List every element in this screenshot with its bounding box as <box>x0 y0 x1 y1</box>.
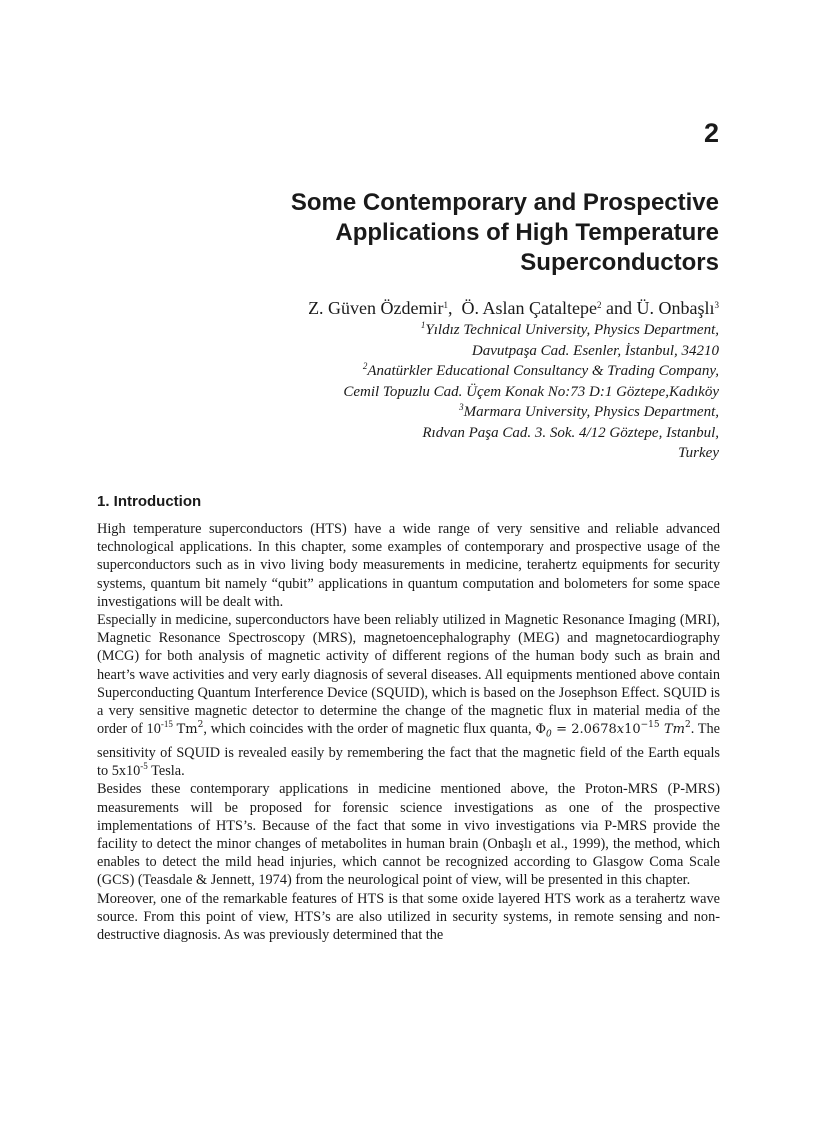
affiliation-text: Turkey <box>678 445 719 461</box>
author-name: Ü. Onbaşlı <box>636 298 715 318</box>
math-symbol: Φ <box>535 722 547 738</box>
chapter-number: 2 <box>703 118 719 148</box>
paragraph: High temperature superconductors (HTS) have a wide range of very sensitive and reliable advanced technological applications. In this chapter, some examples of contemporary and prospective usage of the superconductors such as in vivo living body measurements in medicine, terahertz equipments for security systems, quantum bit namely “qubit” applications in quantum computation and bolometers for some space investigations will be dealt with. <box>97 521 720 610</box>
affiliation-line <box>343 320 719 341</box>
affiliation-marker: 2 <box>362 361 368 371</box>
chapter-title-line: Some Contemporary and Prospective <box>290 189 719 216</box>
affiliation-marker: 2 <box>597 300 602 310</box>
exponent: -5 <box>140 761 148 772</box>
affiliation-text: Yıldız Technical University, Physics Department, <box>425 322 719 338</box>
affiliation-marker: 1 <box>420 320 426 330</box>
math-text: Tm <box>176 722 198 738</box>
affiliation-text: Marmara University, Physics Department, <box>463 404 719 420</box>
chapter-title <box>159 188 719 278</box>
exponent: −15 <box>640 720 660 731</box>
exponent: -15 <box>160 719 173 730</box>
paragraph-text: Tesla. <box>147 763 185 780</box>
author-separator: , <box>448 298 462 318</box>
affiliation-line <box>343 341 719 362</box>
exponent: 2 <box>197 720 204 731</box>
math-text: 10 <box>624 722 641 738</box>
affiliation-line <box>343 361 719 382</box>
paragraph <box>97 611 720 780</box>
affiliations <box>343 320 719 464</box>
exponent: 2 <box>684 720 691 731</box>
math-expression <box>535 720 691 740</box>
affiliation-text: Cemil Topuzlu Cad. Üçem Konak No:73 D:1 Göztepe,Kadıköy <box>343 383 719 400</box>
math-text: x <box>616 722 625 738</box>
chapter-title-line: Superconductors <box>520 249 719 276</box>
affiliation-line <box>343 382 719 403</box>
affiliation-line <box>343 402 719 423</box>
paragraph: Moreover, one of the remarkable features of HTS is that some oxide layered HTS work as a terahertz wave source. From this point of view, HTS’s are also utilized in security systems, in remote sensing and non-destructive diagnosis. As was previously determined that the <box>97 890 720 944</box>
subscript: 0 <box>546 729 552 740</box>
math-unit <box>177 722 204 737</box>
section-body <box>97 520 720 944</box>
paragraph-text: . The sensitivity of SQUID is revealed easily by remembering the fact that the magnetic field of the Earth equals to 5x10 <box>97 721 720 780</box>
paragraph-text: Especially in medicine, superconductors have been reliably utilized in Magnetic Resonance Imaging (MRI), Magnetic Resonance Spectroscopy (MRS), magnetoencephalography (MEG) and magnetocardiography (MCG) for both analysis of magnetic activity of different regions of the human body such as brain and heart’s wave activities and very early diagnosis of several diseases. All equipments mentioned above contain Superconducting Quantum Interference Device (SQUID), which is based on the Josephson Effect. SQUID is a very sensitive magnetic detector to determine the change of the magnetic flux in material media of the order of 10 <box>97 612 720 738</box>
paragraph: Besides these contemporary applications in medicine mentioned above, the Proton-MRS (P-MRS) measurements will be proposed for forensic science investigations as one of the prospective implementations of HTS’s. Because of the fact that some in vivo investigations via P-MRS provide the facility to detect the minor changes of metabolites in human brain (Onbaşlı et al., 1999), the method, which enables to detect the mild head injuries, which cannot be recognized according to Glasgow Coma Scale (GCS) (Teasdale & Jennett, 1974) from the neurological point of view, will be presented in this chapter. <box>97 781 720 889</box>
affiliation-line <box>343 423 719 444</box>
author-list <box>308 298 719 319</box>
section-heading: 1. Introduction <box>97 493 202 510</box>
affiliation-text: Anatürkler Educational Consultancy & Trading Company, <box>367 363 719 379</box>
paragraph-text: , which coincides with the order of magnetic flux quanta, <box>203 721 536 738</box>
author-separator: and <box>601 298 637 318</box>
affiliation-marker: 3 <box>714 300 719 310</box>
affiliation-marker: 1 <box>443 300 449 310</box>
math-text: = 2.0678 <box>551 722 617 738</box>
author-name: Ö. Aslan Çataltepe <box>461 298 597 318</box>
affiliation-text: Rıdvan Paşa Cad. 3. Sok. 4/12 Göztepe, Istanbul, <box>422 424 719 441</box>
affiliation-text: Davutpaşa Cad. Esenler, İstanbul, 34210 <box>471 342 719 359</box>
affiliation-line <box>343 443 719 464</box>
affiliation-marker: 3 <box>459 402 464 412</box>
chapter-title-line: Applications of High Temperature <box>335 219 719 246</box>
math-text: Tm <box>663 722 685 738</box>
author-name: Z. Güven Özdemir <box>308 298 444 318</box>
